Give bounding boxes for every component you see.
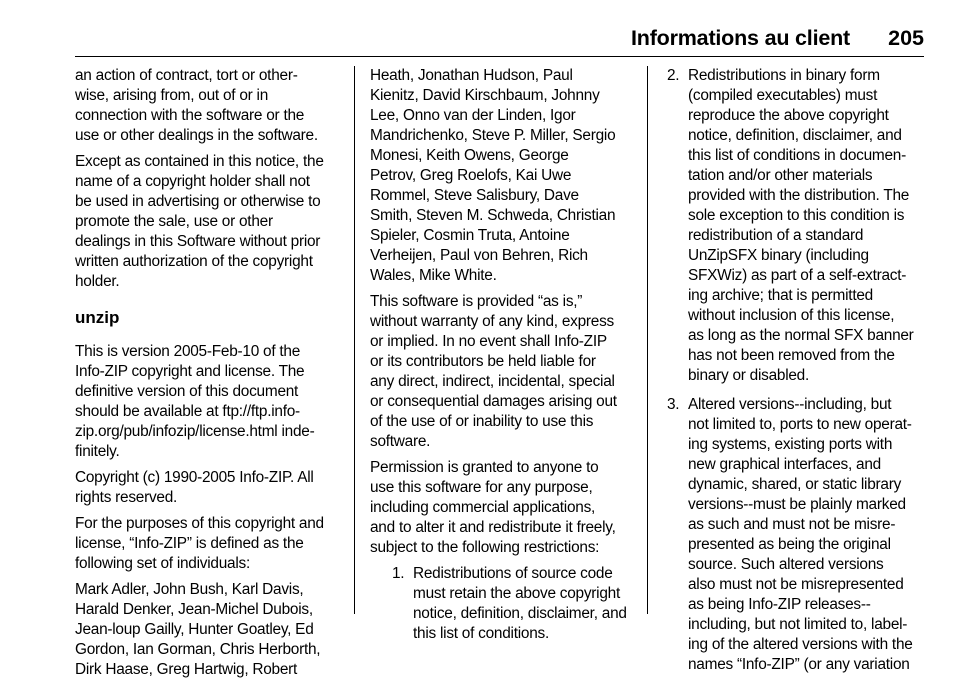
text-line: Petrov, Greg Roelofs, Kai Uwe (370, 167, 572, 184)
text-line: holder. (75, 273, 120, 290)
paragraph-version (75, 342, 347, 462)
paragraph-warranty (370, 292, 638, 452)
text-line: any direct, indirect, incidental, special (370, 373, 615, 390)
text-line: an action of contract, tort or other- (75, 67, 298, 84)
column-1 (75, 66, 347, 686)
paragraph-copyright (75, 468, 347, 508)
text-line: should be available at ftp://ftp.info- (75, 403, 300, 420)
text-line: ing archive; that is permitted (688, 287, 873, 304)
text-line: without warranty of any kind, express (370, 313, 614, 330)
text-line: connection with the software or the (75, 107, 305, 124)
text-line: tation and/or other materials (688, 167, 873, 184)
text-line: Gordon, Ian Gorman, Chris Herborth, (75, 641, 321, 658)
list-item-3 (667, 395, 932, 675)
text-line: wise, arising from, out of or in (75, 87, 269, 104)
text-line: must retain the above copyright (413, 585, 620, 602)
text-line: Wales, Mike White. (370, 267, 497, 284)
text-line: rights reserved. (75, 489, 178, 506)
text-line: Monesi, Keith Owens, George (370, 147, 569, 164)
text-line: dynamic, shared, or static library (688, 476, 902, 493)
text-line: without inclusion of this license, (688, 307, 895, 324)
page-header (0, 14, 960, 54)
text-line: this list of conditions in documen- (688, 147, 906, 164)
text-line: notice, definition, disclaimer, and (688, 127, 902, 144)
text-line: of the use of or inability to use this (370, 413, 594, 430)
text-line: ing systems, existing ports with (688, 436, 893, 453)
text-line: Mark Adler, John Bush, Karl Davis, (75, 581, 304, 598)
column-2 (370, 66, 638, 644)
text-line: source. Such altered versions (688, 556, 884, 573)
text-line: Copyright (c) 1990-2005 Info-ZIP. All (75, 469, 314, 486)
text-line: as such and must not be misre- (688, 516, 896, 533)
text-line: (compiled executables) must (688, 87, 878, 104)
section-title: Informations au client (631, 26, 850, 50)
paragraph-names-cont (370, 66, 638, 286)
list-number: 3. (667, 396, 680, 413)
text-line: and to alter it and redistribute it freely, (370, 519, 616, 536)
section-heading-unzip: unzip (75, 308, 120, 327)
text-line: UnZipSFX binary (including (688, 247, 869, 264)
column-3 (667, 66, 932, 681)
text-line: not limited to, ports to new operat- (688, 416, 912, 433)
column-divider-2 (647, 66, 648, 614)
text-line: finitely. (75, 443, 120, 460)
text-line: ing of the altered versions with the (688, 636, 913, 653)
column-divider-1 (354, 66, 355, 614)
text-line: or its contributors be held liable for (370, 353, 596, 370)
text-line: Jean-loup Gailly, Hunter Goatley, Ed (75, 621, 314, 638)
text-line: notice, definition, disclaimer, and (413, 605, 627, 622)
list-item-text (688, 66, 932, 386)
text-line: Heath, Jonathan Hudson, Paul (370, 67, 573, 84)
list-item-text (413, 564, 638, 644)
text-line: has not been removed from the (688, 347, 895, 364)
text-line: Harald Denker, Jean-Michel Dubois, (75, 601, 313, 618)
text-line: new graphical interfaces, and (688, 456, 881, 473)
text-line: including, but not limited to, label- (688, 616, 908, 633)
text-line: Kienitz, David Kirschbaum, Johnny (370, 87, 600, 104)
header-rule (75, 56, 924, 57)
text-line: including commercial applications, (370, 499, 596, 516)
text-line: binary or disabled. (688, 367, 810, 384)
text-line: written authorization of the copyright (75, 253, 313, 270)
text-line: Lee, Onno van der Linden, Igor (370, 107, 576, 124)
text-line: also must not be misrepresented (688, 576, 904, 593)
text-line: Altered versions--including, but (688, 396, 892, 413)
text-line: promote the sale, use or other (75, 213, 273, 230)
paragraph-permission (370, 458, 638, 558)
text-line: subject to the following restrictions: (370, 539, 600, 556)
list-item-text (688, 395, 932, 675)
text-line: provided with the distribution. The (688, 187, 910, 204)
text-line: as long as the normal SFX banner (688, 327, 914, 344)
text-line: names “Info-ZIP” (or any variation (688, 656, 910, 673)
text-line: This is version 2005-Feb-10 of the (75, 343, 301, 360)
text-line: reproduce the above copyright (688, 107, 889, 124)
text-line: dealings in this Software without prior (75, 233, 321, 250)
text-line: license, “Info-ZIP” is defined as the (75, 535, 304, 552)
text-line: Permission is granted to anyone to (370, 459, 599, 476)
text-line: presented as being the original (688, 536, 891, 553)
text-line: name of a copyright holder shall not (75, 173, 310, 190)
text-line: software. (370, 433, 431, 450)
text-line: Except as contained in this notice, the (75, 153, 324, 170)
text-line: Smith, Steven M. Schweda, Christian (370, 207, 616, 224)
text-line: definitive version of this document (75, 383, 299, 400)
paragraph-definition (75, 514, 347, 574)
page-number: 205 (888, 26, 924, 50)
paragraph-liability-end (75, 66, 347, 146)
text-line: For the purposes of this copyright and (75, 515, 324, 532)
text-line: Info-ZIP copyright and license. The (75, 363, 305, 380)
text-line: sole exception to this condition is (688, 207, 905, 224)
text-line: Mandrichenko, Steve P. Miller, Sergio (370, 127, 616, 144)
list-number: 2. (667, 67, 680, 84)
text-line: Redistributions of source code (413, 565, 613, 582)
list-item-1 (370, 564, 638, 644)
text-line: Rommel, Steve Salisbury, Dave (370, 187, 579, 204)
text-line: Dirk Haase, Greg Hartwig, Robert (75, 661, 298, 678)
text-line: Redistributions in binary form (688, 67, 880, 84)
text-line: as being Info-ZIP releases-- (688, 596, 871, 613)
list-number: 1. (392, 565, 405, 582)
text-line: This software is provided “as is,” (370, 293, 583, 310)
text-line: versions--must be plainly marked (688, 496, 906, 513)
paragraph-advertising (75, 152, 347, 292)
text-line: Verheijen, Paul von Behren, Rich (370, 247, 588, 264)
text-line: use this software for any purpose, (370, 479, 593, 496)
text-line: or consequential damages arising out (370, 393, 617, 410)
text-line: or implied. In no event shall Info-ZIP (370, 333, 607, 350)
text-line: zip.org/pub/infozip/license.html inde- (75, 423, 315, 440)
text-line: following set of individuals: (75, 555, 250, 572)
text-line: be used in advertising or otherwise to (75, 193, 321, 210)
text-line: redistribution of a standard (688, 227, 864, 244)
text-line: this list of conditions. (413, 625, 550, 642)
paragraph-names (75, 580, 347, 680)
text-line: Spieler, Cosmin Truta, Antoine (370, 227, 570, 244)
text-line: SFXWiz) as part of a self-extract- (688, 267, 907, 284)
text-line: use or other dealings in the software. (75, 127, 318, 144)
list-item-2 (667, 66, 932, 386)
